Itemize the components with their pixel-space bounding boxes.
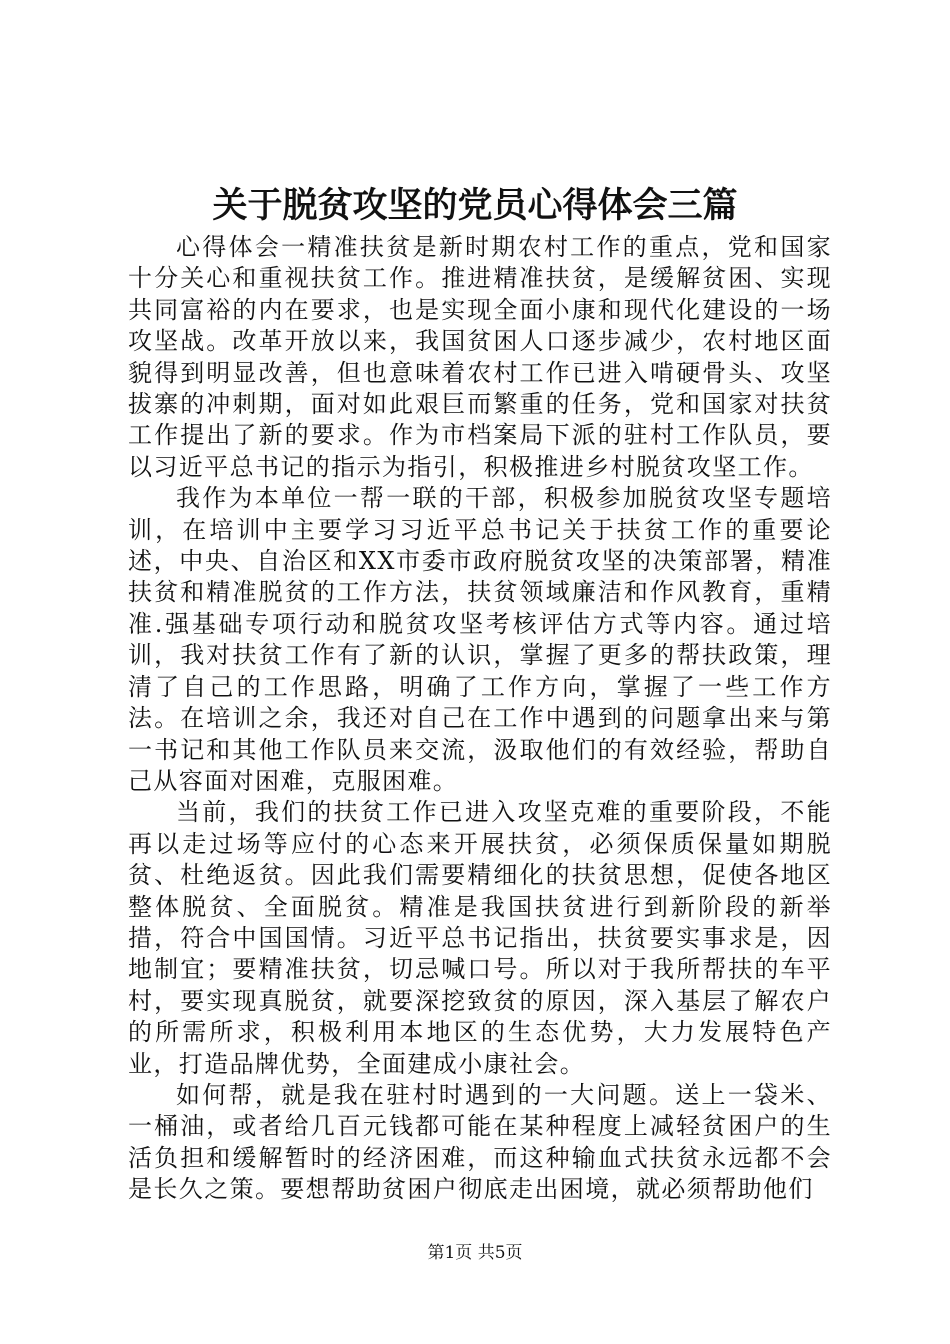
paragraph: 心得体会一精准扶贫是新时期农村工作的重点，党和国家十分关心和重视扶贫工作。推进精准扶贫，是缓解贫困、实现共同富裕的内在要求，也是实现全面小康和现代化建设的一场攻坚战。改革开放以来，我国贫困人口逐步减少，农村地区面貌得到明显改善，但也意味着农村工作已进入啃硬骨头、攻坚拔寨的冲刺期，面对如此艰巨而繁重的任务，党和国家对扶贫工作提出了新的要求。作为市档案局下派的驻村工作队员，要以习近平总书记的指示为指引，积极推进乡村脱贫攻坚工作。 [128, 233, 832, 481]
paragraph: 当前，我们的扶贫工作已进入攻坚克难的重要阶段，不能再以走过场等应付的心态来开展扶贫，必须保质保量如期脱贫、杜绝返贫。因此我们需要精细化的扶贫思想，促使各地区整体脱贫、全面脱贫。精准是我国扶贫进行到新阶段的新举措，符合中国国情。习近平总书记指出，扶贫要实事求是，因地制宜；要精准扶贫，切忌喊口号。所以对于我所帮扶的车平村，要实现真脱贫，就要深挖致贫的原因，深入基层了解农户的所需所求，积极利用本地区的生态优势，大力发展特色产业，打造品牌优势，全面建成小康社会。 [128, 798, 832, 1078]
paragraph: 我作为本单位一帮一联的干部，积极参加脱贫攻坚专题培训，在培训中主要学习习近平总书记关于扶贫工作的重要论述，中央、自治区和XX市委市政府脱贫攻坚的决策部署，精准扶贫和精准脱贫的工作方法，扶贫领域廉洁和作风教育，重精准.强基础专项行动和脱贫攻坚考核评估方式等内容。通过培训，我对扶贫工作有了新的认识，掌握了更多的帮扶政策，理清了自己的工作思路，明确了工作方向，掌握了一些工作方法。在培训之余，我还对自己在工作中遇到的问题拿出来与第一书记和其他工作队员来交流，汲取他们的有效经验，帮助自己从容面对困难，克服困难。 [128, 484, 832, 795]
paragraph: 如何帮，就是我在驻村时遇到的一大问题。送上一袋米、一桶油，或者给几百元钱都可能在某种程度上减轻贫困户的生活负担和缓解暂时的经济困难，而这种输血式扶贫永远都不会是长久之策。要想帮助贫困户彻底走出困境，就必须帮助他们 [128, 1080, 832, 1204]
document-body [128, 232, 832, 1206]
document-title: 关于脱贫攻坚的党员心得体会三篇 [212, 185, 738, 226]
page-footer: 第1页 共5页 [427, 1243, 523, 1263]
